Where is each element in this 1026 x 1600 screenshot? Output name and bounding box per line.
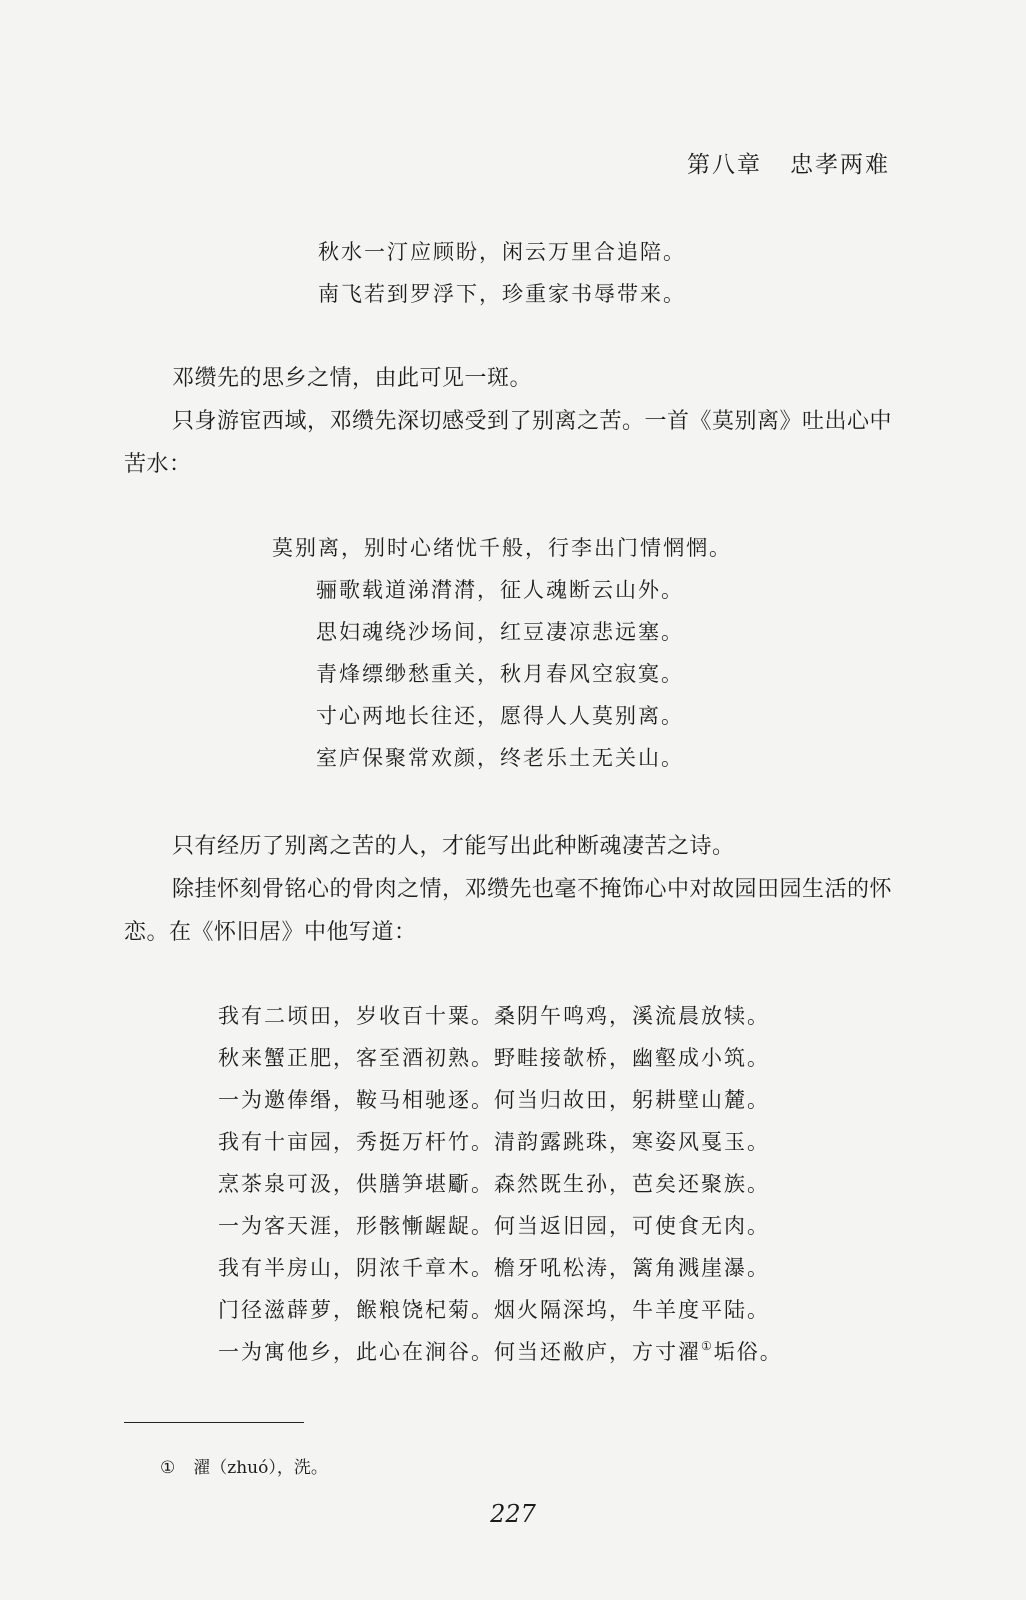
- poem-line: 我有二顷田，岁收百十粟。桑阴午鸣鸡，溪流晨放犊。: [218, 1004, 770, 1028]
- page-number: 227: [490, 1500, 536, 1528]
- prose-block-1: [124, 357, 894, 486]
- prose-block-2: [124, 825, 894, 954]
- poem-couplet: [318, 231, 686, 315]
- footnote-mark: ①: [160, 1458, 176, 1478]
- paragraph: 邓缵先的思乡之情，由此可见一斑。: [172, 366, 533, 391]
- poem-line: 一为邀俸缗，鞍马相驰逐。何当归故田，躬耕壁山麓。: [218, 1088, 770, 1112]
- chapter-number: 第八章: [687, 152, 762, 178]
- poem-line: [218, 1331, 783, 1373]
- poem-line-text: 垢俗。: [713, 1340, 783, 1364]
- footnote-divider: [124, 1422, 304, 1423]
- chapter-title: 忠孝两难: [790, 152, 890, 178]
- poem-line: 思妇魂绕沙场间，红豆凄凉悲远塞。: [316, 620, 684, 644]
- poem-line: 南飞若到罗浮下，珍重家书辱带来。: [318, 282, 686, 306]
- poem-line: 秋来蟹正肥，客至酒初熟。野畦接欹桥，幽壑成小筑。: [218, 1046, 770, 1070]
- running-header: [687, 146, 890, 179]
- footnote: [160, 1453, 328, 1478]
- poem-line: 烹茶泉可汲，供膳笋堪斸。森然既生孙，芭矣还聚族。: [218, 1172, 770, 1196]
- footnote-text: 濯（zhuó），洗。: [193, 1458, 328, 1478]
- poem-line: 青烽缥缈愁重关，秋月春风空寂寞。: [316, 662, 684, 686]
- poem-huai-jiu-ju: [218, 995, 783, 1373]
- poem-line: 骊歌载道涕潸潸，征人魂断云山外。: [316, 578, 684, 602]
- poem-line: 我有半房山，阴浓千章木。檐牙吼松涛，篱角溅崖瀑。: [218, 1256, 770, 1280]
- poem-mo-bie-li: [272, 527, 732, 779]
- poem-line: 我有十亩园，秀挺万杆竹。清韵露跳珠，寒姿风戛玉。: [218, 1130, 770, 1154]
- poem-line: 门径滋薜萝，餱粮饶杞菊。烟火隔深坞，牛羊度平陆。: [218, 1298, 770, 1322]
- poem-line: 秋水一汀应顾盼，闲云万里合追陪。: [318, 240, 686, 264]
- poem-line-text: 一为寓他乡，此心在涧谷。何当还敝庐，方寸濯: [218, 1340, 701, 1364]
- poem-line: 莫别离，别时心绪忧千般，行李出门情惘惘。: [272, 536, 732, 560]
- paragraph: 除挂怀刻骨铭心的骨肉之情，邓缵先也毫不掩饰心中对故园田园生活的怀恋。在《怀旧居》中他写道：: [124, 877, 893, 945]
- poem-line: 室庐保聚常欢颜，终老乐土无关山。: [316, 746, 684, 770]
- paragraph: 只有经历了别离之苦的人，才能写出此种断魂凄苦之诗。: [172, 834, 735, 859]
- poem-line: 寸心两地长往还，愿得人人莫别离。: [316, 704, 684, 728]
- footnote-reference: ①: [701, 1339, 714, 1353]
- poem-line: 一为客天涯，形骸慚龌龊。何当返旧园，可使食无肉。: [218, 1214, 770, 1238]
- paragraph: 只身游宦西域，邓缵先深切感受到了别离之苦。一首《莫别离》吐出心中苦水：: [124, 409, 893, 477]
